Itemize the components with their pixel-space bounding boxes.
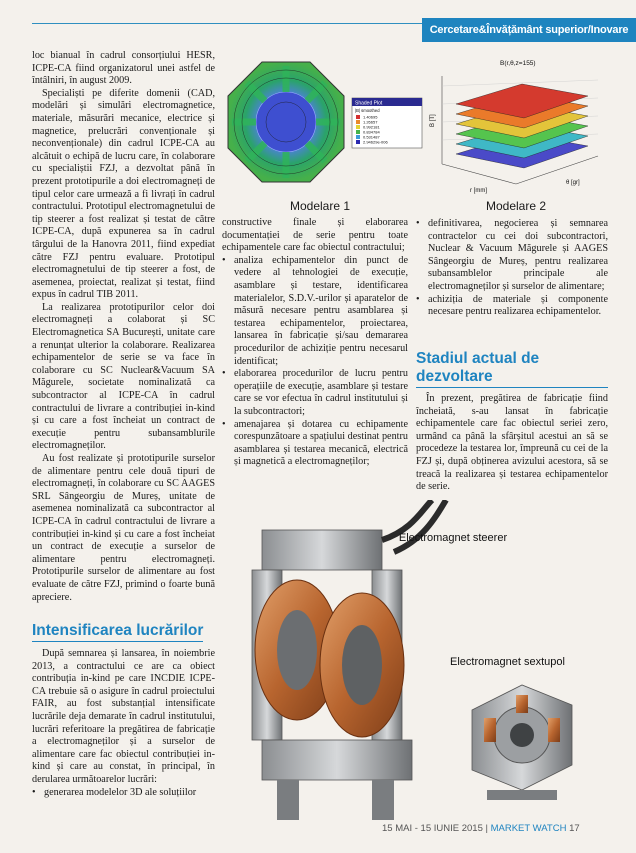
bullet-text: analiza echipamentelor din punct de vedere al tehnologiei de execuție, asamblare și testare, identificarea materialelor, S.D.V.-urilor și aparatelor de măsură necesare pentru asamblarea și testarea echipamentelor, proiectarea, lansarea în fabricație și/sau demararea procedurilor de achiziție pentru necesarul identificat;: [234, 254, 408, 367]
legend-value: 2.94629e-006: [363, 139, 388, 145]
x-axis-label: r [mm]: [470, 188, 487, 194]
plot-title: B(r,θ,z=155): [500, 60, 536, 67]
section-heading-stadiul: [416, 350, 608, 388]
legend-title: Shaded Plot: [355, 100, 383, 107]
footer-page-number: 17: [566, 823, 580, 834]
footer-separator: |: [482, 823, 491, 834]
section-tab: Cercetare&Învățământ superior/Inovare: [422, 18, 636, 42]
bullet-item: [222, 368, 408, 418]
bullet-item: [222, 255, 408, 368]
legend-value: 0.834784: [363, 129, 380, 135]
column-3: [416, 218, 608, 319]
footer-dates: 15 MAI - 15 IUNIE 2015: [382, 823, 483, 834]
bullet-icon: •: [416, 293, 420, 305]
page-footer: [382, 823, 580, 834]
surface-plot-2: [428, 56, 608, 198]
bullet-item: [222, 419, 408, 469]
figure-modelare-2: [428, 56, 608, 198]
electromagnets-photo: [222, 500, 628, 830]
bullet-icon: •: [416, 218, 420, 229]
label-electromagnet-sextupol: Electromagnet sextupol: [450, 656, 565, 668]
bullet-text: achiziția de materiale și componente necesare pentru realizarea echipamentelor.: [428, 293, 608, 318]
figure-caption-1: Modelare 1: [290, 199, 351, 213]
bullet-text: generarea modelelor 3D ale soluțiilor: [44, 786, 197, 798]
label-electromagnet-steerer: Electromagnet steerer: [398, 532, 508, 544]
paragraph: Au fost realizate și prototipurile surselor de alimentare pentru cele două tipuri de electromagneți, în colaborare cu SC AAGES SRL Sângeorgiu de Mureș, unitate de asemenea nominalizată ca subcontractor al ICPE-CA în cadrul contractului de livrare a contribuției in-kind și cu care a fost încheiat un contract de execuție a surselor de alimentare pentru electromagneți. Prototipurile surselor de alimentare au fost evaluate de către FZJ, primind o foarte bună apreciere.: [32, 453, 215, 603]
legend-value: 1.40695: [363, 114, 378, 120]
bullet-text: elaborarea procedurilor de lucru pentru operațiile de execuție, asamblare și testare care se vor efectua în cadrul institutului și la subcontractori;: [234, 368, 408, 417]
column-3-lower: [416, 393, 608, 494]
bullet-item: [32, 787, 215, 800]
column-1-lower: [32, 648, 215, 799]
legend-value: 0.992181: [363, 124, 380, 130]
paragraph: Specialiști pe diferite domenii (CAD, modelări și simulări electromagnetice, materiale, măsurări mecanice, electrice și magnetice, prelucrări convenționale și neconvenționale) din cadrul ICPE-CA au alcătuit o echipă de lucru care, în colaborare cu specialiștii FZJ, a dezvoltat până în prezent prototipurile a doi electromagneți de tipul celor care urmează a fi livrați în cadrul contractului. Prototipul electromagnetului de tip steerer a fost realizat și testat de către ICPE-CA, după expunerea sa în cadrul târgului de la Hanovra 2011, fiind expediat către FZJ pentru evaluare. Prototipul electromagnetului de tip steerer a fost, de asemenea, proiectat, realizat și testat, fiind expus în cadrul TIB 2011.: [32, 87, 215, 301]
bullet-item: [416, 218, 608, 294]
paragraph: La realizarea prototipurilor celor doi electromagneți a colaborat și SC Electromagnetica SA București, unitate care a renunțat ulterior la colaborare. Realizarea echipamentelor de serie se va face în colaborare cu SC Nuclear&Vacuum SA Măgurele, societate nominalizată ca subcontractor al ICPE-CA în cadrul contractului de livrare a contribuției in-kind și cu care a fost încheiat un contract de execuție pentru subansamblurile electromagneților.: [32, 301, 215, 452]
bullet-text: amenajarea și dotarea cu echipamente corespunzătoare a spațiului destinat pentru asamblarea și testarea mecanică, electrică și magnetică a electromagneților;: [234, 418, 408, 468]
y-axis-label: θ [gr]: [566, 180, 580, 186]
footer-magazine: MARKET WATCH: [490, 823, 567, 834]
bullet-icon: •: [32, 786, 36, 798]
legend-value: 1.26657: [363, 119, 378, 125]
column-2: [222, 217, 408, 469]
paragraph: loc bianual în cadrul consorțiului HESR, ICPE-CA fiind organizatorul unei astfel de întâlniri, în august 2009.: [32, 50, 215, 87]
field-plot-1: [220, 56, 424, 198]
figure-caption-2: Modelare 2: [486, 199, 547, 213]
bullet-text: definitivarea, negocierea și semnarea contractelor cu cei doi subcontractori, Nuclear & Vacuum Măgurele și AAGES Sângeorgiu de Mureș, pentru realizarea subansamblelor principale ale electromagneților și surselor de alimentare;: [428, 218, 608, 292]
figure-modelare-1: [220, 56, 424, 198]
bullet-icon: •: [222, 254, 226, 266]
paragraph: În prezent, pregătirea de fabricație fiind încheiată, s-au lansat în fabricație echipamentele care fac obiectul seriei zero, urmând ca până la sfârșitul acestui an să se procedeze la testarea lor, împreună cu cei de la FZJ și, după obținerea avizului acestora, să se treacă la realizarea și testarea echipamentelor de serie.: [416, 393, 608, 493]
header-rule: [32, 23, 422, 24]
bullet-item: [416, 294, 608, 319]
legend-value: 0.531487: [363, 134, 380, 140]
column-1: [32, 50, 215, 604]
photo-illustration: [222, 500, 628, 830]
paragraph: După semnarea și lansarea, în noiembrie 2013, a contractului ce are ca obiect contribuția in-kind pe care INCDIE ICPE-CA trebuie să o asigure în cadrul proiectului FAIR, au fost substanțial intensificate lucrările deja demarate în cadrul institutului, lucrări referitoare la pregătirea de fabricație a electromagneților și a surselor de alimentare care fac obiectul contribuției in-kind și care au constat, în principal, în derularea următoarelor lucrări:: [32, 648, 215, 785]
bullet-icon: •: [222, 418, 226, 430]
bullet-icon: •: [222, 368, 226, 380]
heading-text: Intensificarea lucrărilor: [32, 622, 203, 642]
section-heading-intensificare: [32, 622, 215, 642]
heading-text: Stadiul actual de dezvoltare: [416, 350, 608, 388]
legend-subtitle: |B| smoothed: [355, 108, 380, 113]
paragraph: constructive finale și elaborarea documentației de serie pentru toate echipamentele care fac obiectul contractului;: [222, 217, 408, 254]
z-axis-label: B [T]: [430, 114, 436, 127]
